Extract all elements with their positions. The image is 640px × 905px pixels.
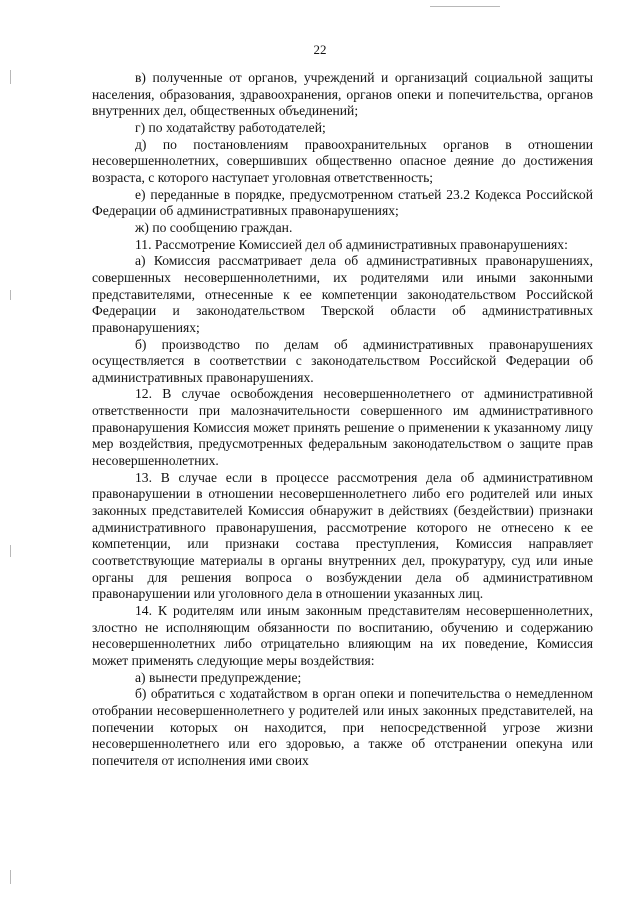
paragraph-item-v: в) полученные от органов, учреждений и организаций социальной защиты населения, образования, здравоохранения, органов опеки и попечительства, органов внутренних дел, общественных объединений; [92, 70, 593, 119]
page-number: 22 [313, 42, 327, 57]
paragraph-item-d: д) по постановлениям правоохранительных органов в отношении несовершеннолетних, совершивших общественно опасное деяние до достижения возраста, с которого наступает уголовная ответственность; [92, 136, 593, 185]
scan-mark [10, 870, 11, 884]
paragraph-item-zh: ж) по сообщению граждан. [135, 219, 293, 235]
paragraph-section-11-a: а) Комиссия рассматривает дела об административных правонарушениях, совершенных несовершеннолетними, их родителями или иными законными представителями, отнесенные к ее компетенции законодательством Российской Федерации и законодательством Тверской области об административных правонарушениях; [92, 253, 593, 335]
paragraph-item-e: е) переданные в порядке, предусмотренном статьей 23.2 Кодекса Российской Федерации об административных правонарушениях; [92, 186, 593, 219]
paragraph-section-13: 13. В случае если в процессе рассмотрения дела об административном правонарушении в отношении несовершеннолетнего либо его родителей или иных законных представителей Комиссия обнаружит в действиях (бездействии) признаки административного правонарушения, рассмотрение которого не отнесено к ее компетенции, или признаки состава преступления, Комиссия направляет соответствующие материалы в органы внутренних дел, прокуратуру, суд или иные органы для решения вопроса о возбуждении дела об административном правонарушении или уголовного дела в отношении указанных лиц. [92, 469, 593, 602]
paragraph-section-14-b: б) обратиться с ходатайством в орган опеки и попечительства о немедленном отобрании несовершеннолетнего у родителей или иных законных представителей, на попечении которых он находится, при непосредственной угрозе жизни несовершеннолетнего или его здоровью, а также об отстранении опекуна или попечителя от исполнения ими своих [92, 686, 593, 768]
scan-mark [430, 6, 500, 7]
paragraph-section-11: 11. Рассмотрение Комиссией дел об административных правонарушениях: [135, 236, 568, 252]
paragraph-section-14: 14. К родителям или иным законным представителям несовершеннолетних, злостно не исполняющим обязанности по воспитанию, обучению и содержанию несовершеннолетних либо отрицательно влияющим на их поведение, Комиссия может применять следующие меры воздействия: [92, 603, 593, 668]
paragraph-section-11-b: б) производство по делам об административных правонарушениях осуществляется в соответствии с законодательством Российской Федерации об административных правонарушениях. [92, 336, 593, 385]
document-body [92, 70, 593, 770]
paragraph-section-12: 12. В случае освобождения несовершеннолетнего от административной ответственности при малозначительности совершенного им административного правонарушения Комиссия может принять решение о применении к указанному лицу мер воздействия, предусмотренных федеральным законодательством о защите прав несовершеннолетних. [92, 386, 593, 469]
paragraph-section-14-a: а) вынести предупреждение; [135, 669, 302, 685]
paragraph-item-g: г) по ходатайству работодателей; [135, 119, 326, 135]
scan-mark [10, 545, 11, 557]
scan-mark [10, 70, 11, 84]
scan-mark [10, 290, 11, 300]
